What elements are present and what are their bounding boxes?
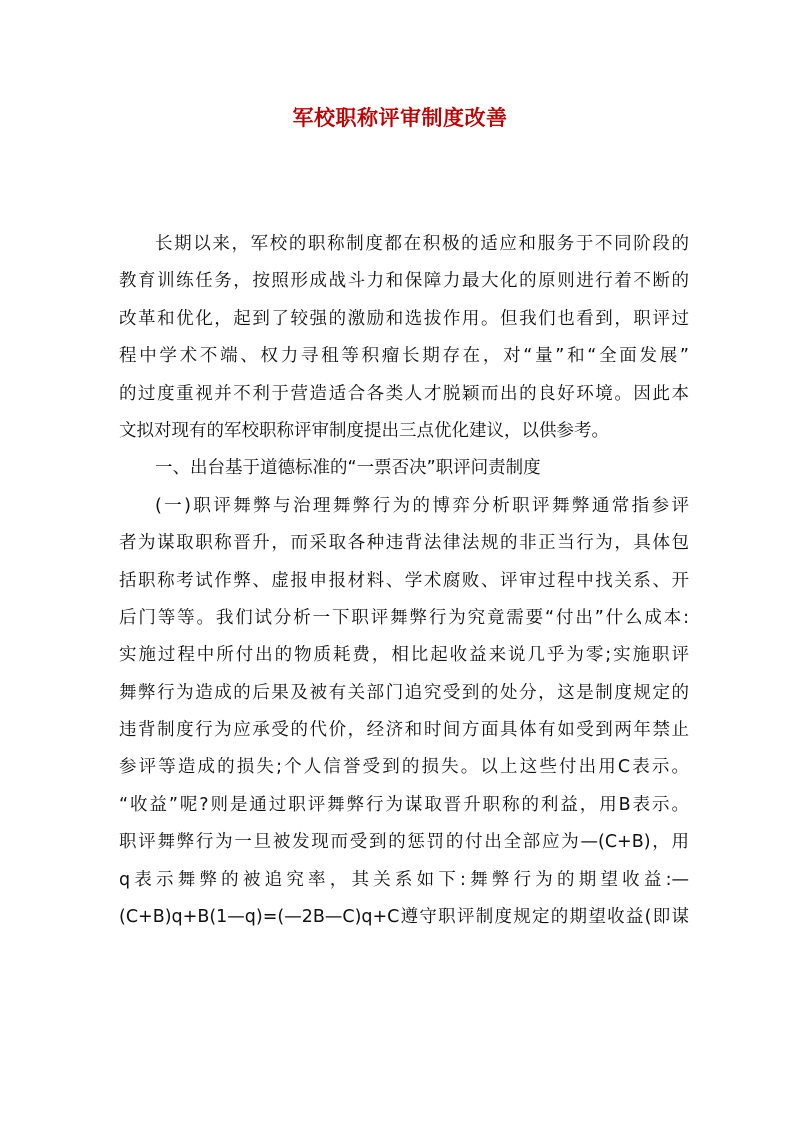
document-body bbox=[119, 226, 689, 936]
paragraph-line: 程中学术不端、权力寻租等积瘤长期存在，对“量”和“全面发展” bbox=[119, 346, 689, 367]
paragraph-line: 参评等造成的损失;个人信誉受到的损失。以上这些付出用C表示。 bbox=[119, 757, 689, 778]
paragraph-line: (一)职评舞弊与治理舞弊行为的博弈分析职评舞弊通常指参评 bbox=[155, 495, 689, 516]
paragraph-line: q表示舞弊的被追究率，其关系如下:舞弊行为的期望收益:— bbox=[119, 869, 689, 890]
document-title: 军校职称评审制度改善 bbox=[292, 105, 508, 130]
paragraph-line: “收益”呢?则是通过职评舞弊行为谋取晋升职称的利益，用B表示。 bbox=[119, 794, 689, 815]
paragraph-line: (C+B)q+B(1—q)=(—2B—C)q+C遵守职评制度规定的期望收益(即谋 bbox=[119, 907, 689, 928]
paragraph-line: 教育训练任务，按照形成战斗力和保障力最大化的原则进行着不断的 bbox=[119, 271, 689, 292]
paragraph-line: 长期以来，军校的职称制度都在积极的适应和服务于不同阶段的 bbox=[155, 234, 689, 254]
paragraph-line: 文拟对现有的军校职称评审制度提出三点优化建议，以供参考。 bbox=[119, 420, 609, 441]
paragraph-line: 的过度重视并不利于营造适合各类人才脱颖而出的良好环境。因此本 bbox=[119, 383, 689, 404]
paragraph-line: 职评舞弊行为一旦被发现而受到的惩罚的付出全部应为—(C+B)，用 bbox=[119, 832, 689, 853]
paragraph-line: 违背制度行为应承受的代价，经济和时间方面具体有如受到两年禁止 bbox=[119, 720, 689, 741]
paragraph-line: 舞弊行为造成的后果及被有关部门追究受到的处分，这是制度规定的 bbox=[119, 682, 689, 703]
paragraph-line: 实施过程中所付出的物质耗费，相比起收益来说几乎为零;实施职评 bbox=[119, 645, 689, 666]
paragraph-line: 改革和优化，起到了较强的激励和选拔作用。但我们也看到，职评过 bbox=[119, 308, 689, 329]
paragraph-line: 者为谋取职称晋升，而采取各种违背法律法规的非正当行为，具体包 bbox=[119, 533, 689, 554]
paragraph-line: 后门等等。我们试分析一下职评舞弊行为究竟需要“付出”什么成本: bbox=[119, 607, 689, 628]
section-heading: 一、出台基于道德标准的“一票否决”职评问责制度 bbox=[155, 458, 541, 479]
paragraph-line: 括职称考试作弊、虚报申报材料、学术腐败、评审过程中找关系、开 bbox=[119, 570, 689, 591]
